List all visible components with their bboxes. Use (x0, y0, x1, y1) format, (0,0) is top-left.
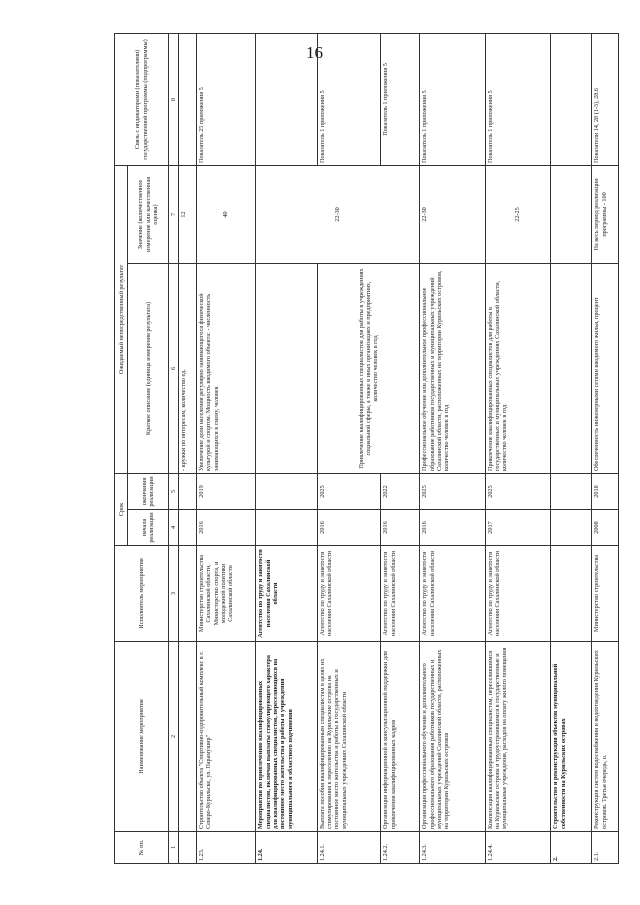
cell-name: Строительство и реконструкция объектов муниципальной собственности на Курильских островах (551, 642, 592, 832)
col-number: 5 (169, 473, 178, 509)
header-link: Связь с индикаторами (показателями) государственной программы (подпрограммы) (115, 33, 169, 165)
cell-start: 2016 (420, 510, 486, 546)
cell-name: Компенсация квалифицированным специалистам, переселившимся на Курильские острова и трудоустроившимся в государственные и муниципальные учреждения, расходов на оплату жилого помещения (485, 642, 551, 832)
cell-exec: Агентство по труду и занятости населения Сахалинской области (381, 546, 420, 642)
cell-end: 2018 (592, 473, 619, 509)
cell-value: 22-30 (256, 165, 420, 263)
cell-start (256, 510, 317, 546)
header-term: Срок (115, 473, 128, 545)
cell-exec: Агентство по труду и занятости населения Сахалинской области (420, 546, 486, 642)
cell-name: Реконструкция систем водоснабжения и водоотведения Курильских островов. Третья очередь, о. (592, 642, 619, 832)
table-row (485, 33, 551, 863)
cell-name: Организация информационной и консультационной поддержки для привлечения квалифицированных кадров (381, 642, 420, 832)
measures-table (114, 33, 619, 864)
cell-no: 2. (551, 832, 592, 864)
col-number: 6 (169, 263, 178, 473)
cell-end (551, 473, 592, 509)
cell-exec (551, 546, 592, 642)
cell-end (178, 473, 196, 509)
cell-no: 2.1. (592, 832, 619, 864)
cell-name: Мероприятия по привлечению квалифицированных специалистов, включая выплаты стимулирующего характера для квалифицированных специалистов, переселяющихся на постоянное место жительства и работы в учреждения муниципального и областного подчинения (256, 642, 317, 832)
cell-end: 2022 (381, 473, 420, 509)
header-end: окончания реализации (128, 473, 169, 509)
cell-start: 2016 (381, 510, 420, 546)
header-no: № пп. (115, 832, 169, 864)
cell-link: Показатель 1 приложения 5 (381, 33, 420, 165)
col-number: 3 (169, 546, 178, 642)
cell-end: 2025 (420, 473, 486, 509)
cell-exec: Агентство по труду и занятости населения Сахалинской области (317, 546, 381, 642)
cell-value: 40 (196, 165, 255, 263)
page-number: 16 (306, 43, 323, 62)
cell-link: Показатель 1 приложения 5 (420, 33, 486, 165)
cell-exec (178, 546, 196, 642)
cell-link (178, 33, 196, 165)
header-name: Наименование мероприятия (115, 642, 169, 832)
table-row (256, 33, 317, 863)
header-value: Значение (количественное измерение или качественная оценка) (128, 165, 169, 263)
cell-desc: Обеспеченность инженерными сетями вводимого жилья, процент (592, 263, 619, 473)
cell-exec: Министерство строительства Сахалинской области, Министерство спорта, и молодежной политики Сахалинской области (196, 546, 255, 642)
table-row (551, 33, 592, 863)
cell-end (256, 473, 317, 509)
cell-name: Строительство объекта "Спортивно-оздоровительный комплекс в г. Северо-Курильске, ул. Парамушир" (196, 642, 255, 832)
cell-link: Показатель 25 приложения 5 (196, 33, 255, 165)
cell-desc: Привлечение квалифицированных специалистов для работы в учреждениях социальной сферы, а также в иных организациях и предприятиях, количество человек в год (317, 263, 419, 473)
cell-exec: Агентство по труду и занятости населения Сахалинской области (485, 546, 551, 642)
col-number: 8 (169, 33, 178, 165)
table-row (178, 33, 196, 863)
cell-desc (256, 263, 317, 473)
cell-no: 1.24.1. (317, 832, 381, 864)
cell-end: 2019 (196, 473, 255, 509)
cell-desc: Профессиональное обучение или дополнительное профессиональное образование работников государственных и муниципальных учреждений Сахалинской области, расположенных на территории Курильских островов, количество человек в год (420, 263, 486, 473)
col-number: 1 (169, 832, 178, 864)
cell-name: Организация профессионального обучения и дополнительного профессионального образования работников государственных и муниципальных учреждений Сахалинской области, расположенных на территории Курильских островов (420, 642, 486, 832)
rotated-table-wrapper (114, 34, 619, 864)
cell-name: Выплата пособия квалифицированным специалистам в целях их стимулирования к переселению на Курильские острова на постоянное место жительства и работы в государственных и муниципальных учреждениях Сахалинской области (317, 642, 381, 832)
col-number: 2 (169, 642, 178, 832)
cell-end: 2025 (485, 473, 551, 509)
cell-value: 22-25 (485, 165, 551, 263)
cell-link: Показатель 1 приложения 5 (485, 33, 551, 165)
cell-start (178, 510, 196, 546)
cell-exec: Агентство по труду и занятости населения Сахалинской области (256, 546, 317, 642)
cell-value: На весь период реализации программы - 100 (592, 165, 619, 263)
cell-link: Показатели 14, 28 (1-3), 28.6 (592, 33, 619, 165)
table-row (592, 33, 619, 863)
header-result: Ожидаемый непосредственный результат (115, 165, 128, 473)
cell-no: 1.24.3. (420, 832, 486, 864)
table-row (317, 33, 381, 863)
cell-no: 1.24. (256, 832, 317, 864)
cell-desc: - кружки по интересам, количество ед. (178, 263, 196, 473)
cell-start (551, 510, 592, 546)
col-number: 7 (169, 165, 178, 263)
cell-start: 2016 (196, 510, 255, 546)
cell-no: 1.24.4. (485, 832, 551, 864)
cell-value: 12 (178, 165, 196, 263)
cell-link (256, 33, 317, 165)
table-row (196, 33, 255, 863)
header-exec: Исполнитель мероприятия (115, 546, 169, 642)
cell-link: Показатель 1 приложения 5 (317, 33, 381, 165)
cell-link (551, 33, 592, 165)
cell-no (178, 832, 196, 864)
cell-value: 22-30 (420, 165, 486, 263)
cell-name (178, 642, 196, 832)
col-number: 4 (169, 510, 178, 546)
cell-no: 1.24.2. (381, 832, 420, 864)
cell-start: 2008 (592, 510, 619, 546)
cell-desc: Увеличение доли населения регулярно занимающегося физической культурой и спортом. Мощность вводимого объекта: - численность занимающихся в смену, человек (196, 263, 255, 473)
cell-start: 2016 (317, 510, 381, 546)
table-row (420, 33, 486, 863)
cell-start: 2017 (485, 510, 551, 546)
cell-no: 1.23. (196, 832, 255, 864)
header-start: начала реализации (128, 510, 169, 546)
cell-end: 2025 (317, 473, 381, 509)
header-desc: Краткое описание (единица измерения результата) (128, 263, 169, 473)
cell-desc: Привлечение квалифицированных специалистов для работы в государственных и муниципальных учреждениях Сахалинской области, количество человек в год (485, 263, 551, 473)
cell-desc (551, 263, 592, 473)
cell-value (551, 165, 592, 263)
column-numbers-row (169, 33, 178, 863)
cell-exec: Министерство строительства (592, 546, 619, 642)
